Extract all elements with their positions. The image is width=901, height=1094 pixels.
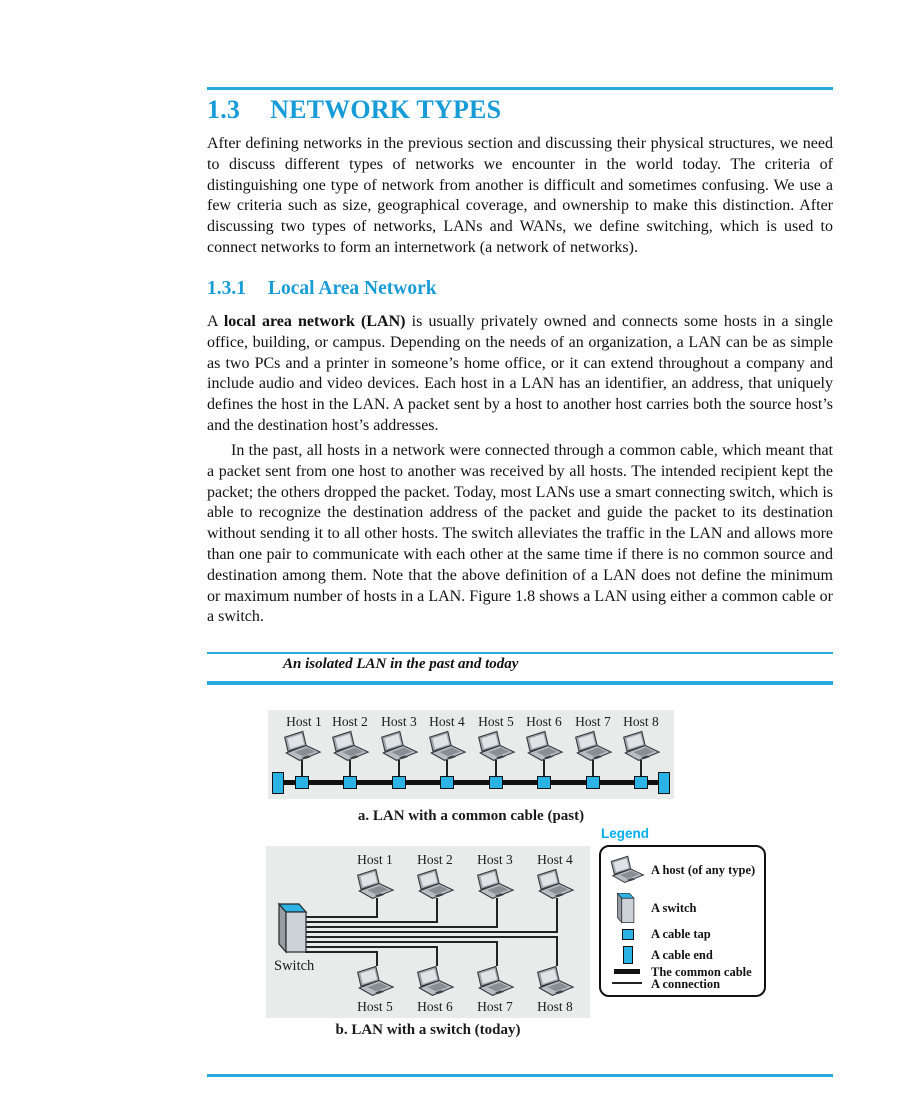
section-heading [207,94,501,126]
legend-item-common-cable: The common cable [651,965,752,979]
switch-connection-line [305,921,438,923]
lan-def-rest: is usually privately owned and connects some hosts in a single office, building, or campus. Depending on the needs of an organization, a LAN can be as simple as two PCs and a printer in someone’s home office, or it can extend throughout a company and include audio and video devices. Each host in a LAN has an identifier, an address, that uniquely defines the host in the LAN. A packet sent by a host to another host carries both the source host’s and the destination host’s addresses. [207,313,834,434]
laptop-icon [621,729,661,762]
laptop-icon [609,854,645,884]
cable-tap-icon [634,776,648,789]
cable-end-icon [272,772,284,794]
legend-item-connection: A connection [651,977,721,991]
host-label: Host 8 [537,999,573,1014]
subsection-heading [207,277,437,301]
top-rule [207,87,833,90]
switch-connection-line [305,941,498,943]
switch-connection-line [305,936,558,938]
laptop-icon [573,729,613,762]
paragraph-lan-definition [207,312,833,437]
host-label: Host 2 [417,852,453,867]
host-label: Host 1 [286,714,322,729]
laptop-icon [535,867,575,900]
switch-label: Switch [274,958,315,974]
figure-a-caption: a. LAN with a common cable (past) [357,808,585,824]
host-label: Host 1 [357,852,393,867]
host-label: Host 7 [477,999,513,1014]
cable-tap-icon [537,776,551,789]
laptop-icon [475,964,515,997]
host-label: Host 6 [526,714,562,729]
cable-end-icon [658,772,670,794]
figure-header-rule-bottom [207,681,833,685]
common-cable [278,780,662,785]
host-label: Host 3 [477,852,513,867]
cable-tap-icon [392,776,406,789]
laptop-icon [330,729,370,762]
switch-icon [278,900,308,956]
cable-tap-icon [622,929,634,940]
host-label: Host 4 [429,714,465,729]
switch-icon [616,891,636,925]
legend-item-end: A cable end [651,948,713,962]
section-title: NETWORK TYPES [270,95,502,124]
host-connection-line [556,898,558,933]
laptop-icon [355,964,395,997]
laptop-icon [282,729,322,762]
laptop-icon [415,867,455,900]
host-connection-line [436,898,438,923]
figure-b-caption: b. LAN with a switch (today) [335,1022,521,1038]
switch-connection-line [305,951,378,953]
figure-b-panel [266,846,590,1018]
cable-tap-icon [295,776,309,789]
laptop-icon [379,729,419,762]
switch-connection-line [305,926,498,928]
section-number: 1.3 [207,95,241,124]
host-label: Host 8 [623,714,659,729]
figure-header-rule-top [207,652,833,654]
laptop-icon [427,729,467,762]
host-connection-line [496,941,498,966]
laptop-icon [476,729,516,762]
bottom-rule [207,1074,833,1077]
connection-line-icon [612,982,642,984]
figure-title: An isolated LAN in the past and today [283,656,519,672]
host-label: Host 3 [381,714,417,729]
figure-a-panel [268,710,674,799]
host-connection-line [556,936,558,966]
legend-item-tap: A cable tap [651,927,711,941]
host-label: Host 4 [537,852,573,867]
lan-def-lead: A [207,313,224,330]
switch-connection-line [305,946,438,948]
host-label: Host 5 [478,714,514,729]
paragraph-lan-history: In the past, all hosts in a network were connected through a common cable, which meant that a packet sent from one host to another was received by all hosts. The intended recipient kept the packet; the others dropped the packet. Today, most LANs use a smart connecting switch, which is able to recognize the destination address of the packet and guide the packet to its destination without sending it to all other hosts. The switch alleviates the traffic in the LAN and allows more than one pair to communicate with each other at the same time if there is no common source and destination among them. Note that the above definition of a LAN does not define the minimum or maximum number of hosts in a LAN. Figure 1.8 shows a LAN using either a common cable or a switch. [207,442,833,626]
subsection-title: Local Area Network [268,278,437,299]
host-connection-line [376,898,378,918]
laptop-icon [355,867,395,900]
cable-tap-icon [440,776,454,789]
host-label: Host 7 [575,714,611,729]
laptop-icon [535,964,575,997]
common-cable-icon [614,969,640,974]
subsection-number: 1.3.1 [207,278,246,299]
host-label: Host 5 [357,999,393,1014]
switch-connection-line [305,931,558,933]
host-connection-line [496,898,498,928]
switch-connection-line [305,916,378,918]
laptop-icon [415,964,455,997]
cable-tap-icon [489,776,503,789]
laptop-icon [524,729,564,762]
lan-def-bold-term: local area network (LAN) [223,313,406,330]
host-label: Host 2 [332,714,368,729]
legend-title: Legend [601,826,650,841]
cable-end-icon [623,946,633,964]
legend-box [599,845,766,997]
legend-item-switch: A switch [651,901,697,915]
legend-item-host: A host (of any type) [651,863,756,877]
host-label: Host 6 [417,999,453,1014]
host-connection-line [436,946,438,966]
cable-tap-icon [586,776,600,789]
laptop-icon [475,867,515,900]
cable-tap-icon [343,776,357,789]
paragraph-intro: After defining networks in the previous section and discussing their physical structures, we need to discuss different types of networks we encounter in the world today. The criteria of distinguishing one type of network from another is difficult and sometimes confusing. We use a few criteria such as size, geographical coverage, and ownership to make this distinction. After discussing two types of networks, LANs and WANs, we define switching, which is used to connect networks to form an internetwork (a network of networks). [207,135,833,256]
